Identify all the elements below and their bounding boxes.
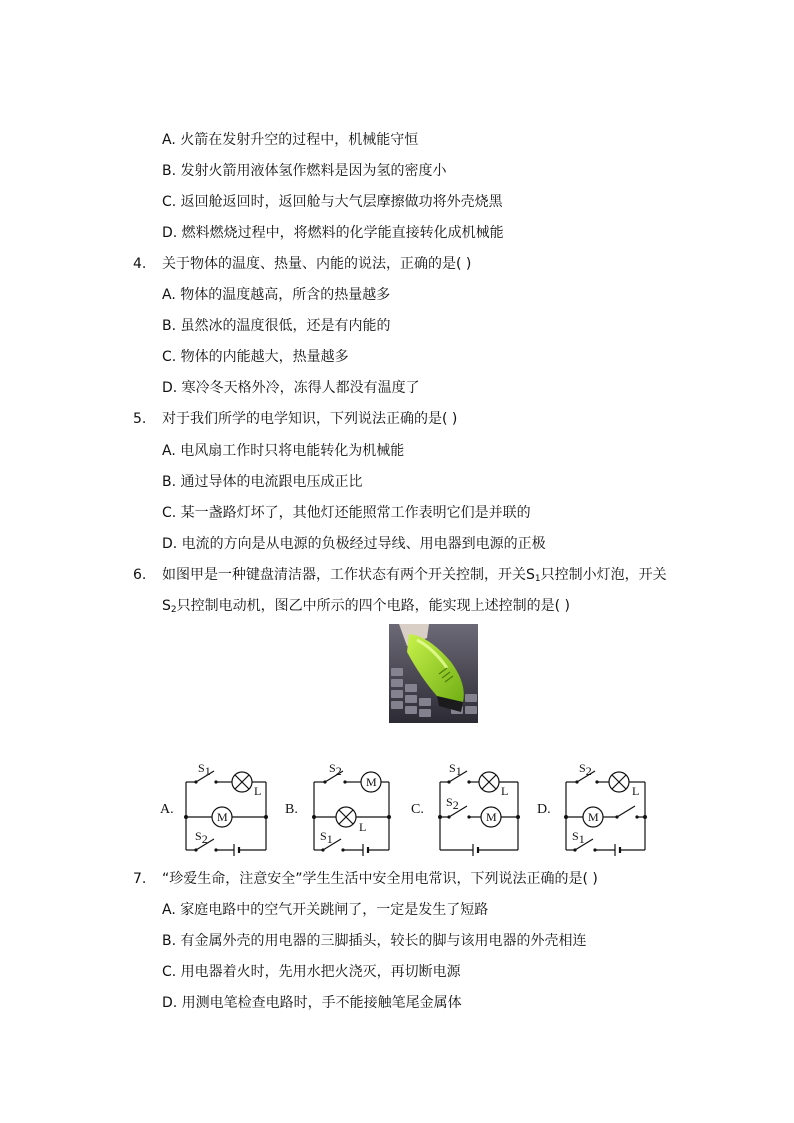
q4-option-c: C. 物体的内能越大，热量越多 <box>162 349 349 365</box>
circuit-a <box>160 758 280 858</box>
circuit-c-s2-label: S2 <box>446 795 459 812</box>
circuit-d-motor-label: M <box>588 810 599 824</box>
q6-stem-line1 <box>162 565 667 589</box>
circuit-c-label: C. <box>411 802 424 817</box>
q7-number: 7. <box>133 871 147 887</box>
circuit-b-label: B. <box>285 802 298 817</box>
circuit-b-s2-label: S2 <box>329 761 342 778</box>
circuit-b-diagram <box>285 758 405 858</box>
circuit-b-lamp-label: L <box>359 820 367 834</box>
circuit-d-lamp-label: L <box>632 784 640 798</box>
q7-option-a: A. 家庭电路中的空气开关跳闸了，一定是发生了短路 <box>162 902 489 918</box>
q6-number: 6. <box>133 567 147 583</box>
q3-option-b: B. 发射火箭用液体氢作燃料是因为氢的密度小 <box>162 163 447 179</box>
circuit-d-s2-label: S2 <box>579 761 592 778</box>
q7-option-d: D. 用测电笔检查电路时，手不能接触笔尾金属体 <box>162 995 462 1011</box>
q4-stem: 关于物体的温度、热量、内能的说法，正确的是( ) <box>162 256 472 272</box>
q7-option-b: B. 有金属外壳的用电器的三脚插头，较长的脚与该用电器的外壳相连 <box>162 933 587 949</box>
q3-option-a: A. 火箭在发射升空的过程中，机械能守恒 <box>162 132 419 148</box>
q3-option-c: C. 返回舱返回时，返回舱与大气层摩擦做功将外壳烧黑 <box>162 194 503 210</box>
q4-number: 4. <box>133 256 147 272</box>
circuit-a-diagram <box>160 758 280 858</box>
q5-stem: 对于我们所学的电学知识，下列说法正确的是( ) <box>162 411 458 427</box>
circuit-a-lamp-label: L <box>254 784 262 798</box>
q6-stem-line2 <box>162 596 570 620</box>
circuit-c-diagram <box>411 758 531 858</box>
circuit-c-motor-label: M <box>486 810 497 824</box>
q5-option-d: D. 电流的方向是从电源的负极经过导线、用电器到电源的正极 <box>162 536 546 552</box>
circuit-b <box>285 758 405 858</box>
q4-option-d: D. 寒冷冬天格外冷，冻得人都没有温度了 <box>162 380 420 396</box>
circuit-b-motor-label: M <box>366 775 377 789</box>
circuit-a-s2-label: S2 <box>195 829 208 846</box>
keyboard-cleaner-photo <box>389 624 478 723</box>
circuit-c-lamp-label: L <box>501 784 509 798</box>
q5-number: 5. <box>133 411 147 427</box>
circuit-c <box>411 758 531 858</box>
circuit-b-s1-label: S1 <box>320 829 333 846</box>
q6-stem-line2-a: S <box>162 598 171 614</box>
circuit-c-s1-label: S1 <box>449 761 462 778</box>
circuit-d-diagram <box>537 758 657 858</box>
circuit-d <box>537 758 657 858</box>
circuit-d-s1-label: S1 <box>572 829 585 846</box>
q5-option-b: B. 通过导体的电流跟电压成正比 <box>162 474 363 490</box>
q5-option-a: A. 电风扇工作时只将电能转化为机械能 <box>162 443 405 459</box>
q4-option-a: A. 物体的温度越高，所含的热量越多 <box>162 287 391 303</box>
circuit-d-label: D. <box>537 802 551 817</box>
q3-option-d: D. 燃料燃烧过程中，将燃料的化学能直接转化成机械能 <box>162 225 504 241</box>
q5-option-c: C. 某一盏路灯坏了，其他灯还能照常工作表明它们是并联的 <box>162 505 531 521</box>
circuit-a-label: A. <box>160 802 174 817</box>
q7-stem: “珍爱生命，注意安全”学生生活中安全用电常识，下列说法正确的是( ) <box>162 871 598 887</box>
q6-stem-line2-b: 只控制电动机，图乙中所示的四个电路，能实现上述控制的是( ) <box>176 598 570 614</box>
q6-stem-line1-b: 只控制小灯泡，开关 <box>540 567 667 583</box>
q6-stem-line1-a: 如图甲是一种键盘清洁器，工作状态有两个开关控制，开关S <box>162 567 535 583</box>
circuit-a-s1-label: S1 <box>198 761 211 778</box>
q7-option-c: C. 用电器着火时，先用水把火浇灭，再切断电源 <box>162 964 461 980</box>
q6-stem-line2-sub: 2 <box>170 605 177 615</box>
q4-option-b: B. 虽然冰的温度很低，还是有内能的 <box>162 318 391 334</box>
circuit-a-motor-label: M <box>217 810 228 824</box>
q6-stem-line1-sub: 1 <box>534 574 541 584</box>
